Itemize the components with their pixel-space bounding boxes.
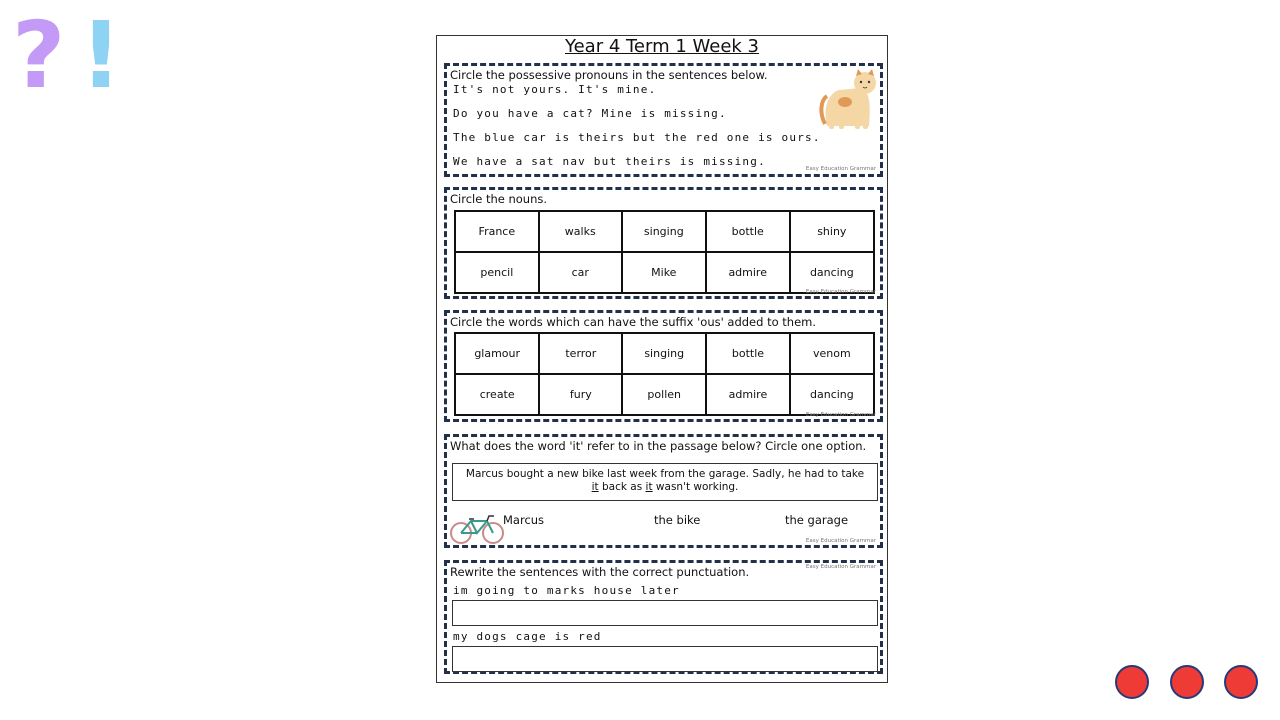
suffix-table (454, 332, 875, 416)
passage-box (452, 463, 878, 501)
word-cell[interactable]: shiny (790, 211, 874, 252)
sentence: We have a sat nav but theirs is missing. (453, 155, 766, 168)
table-row (455, 374, 874, 415)
exclamation-mark-decoration: ! (80, 2, 122, 109)
word-cell[interactable]: terror (539, 333, 622, 374)
credit-text: Easy Education Grammar (805, 538, 876, 544)
passage-text: back as (598, 481, 646, 493)
sentence: The blue car is theirs but the red one is ours. (453, 131, 821, 144)
table-row (455, 333, 874, 374)
word-cell[interactable]: admire (706, 252, 790, 293)
answer-box[interactable] (452, 600, 878, 626)
word-cell[interactable]: pencil (455, 252, 539, 293)
question-mark-decoration: ? (12, 2, 66, 109)
worksheet-page (436, 35, 888, 683)
unpunctuated-sentence: im going to marks house later (453, 584, 680, 597)
red-dot-icon (1224, 665, 1258, 699)
word-cell[interactable]: fury (539, 374, 622, 415)
word-cell[interactable]: pollen (622, 374, 706, 415)
sentence: It's not yours. It's mine. (453, 83, 657, 96)
credit-text: Easy Education Grammar (805, 289, 876, 295)
passage-it-underlined: it (591, 481, 599, 493)
section2-instruction: Circle the nouns. (450, 192, 548, 206)
section1-instruction: Circle the possessive pronouns in the sentences below. (450, 68, 768, 82)
passage-text: wasn't working. (652, 481, 739, 493)
bicycle-icon (449, 513, 505, 545)
nouns-table (454, 210, 875, 294)
word-cell[interactable]: admire (706, 374, 790, 415)
section-punctuation (444, 560, 883, 674)
word-cell[interactable]: singing (622, 211, 706, 252)
section4-instruction: What does the word 'it' refer to in the passage below? Circle one option. (450, 439, 867, 453)
cat-icon (819, 68, 881, 132)
table-row (455, 252, 874, 293)
word-cell[interactable]: dancing (790, 374, 874, 415)
word-cell[interactable]: France (455, 211, 539, 252)
section5-instruction: Rewrite the sentences with the correct punctuation. (450, 565, 750, 579)
word-cell[interactable]: dancing (790, 252, 874, 293)
word-cell[interactable]: glamour (455, 333, 539, 374)
section-nouns (444, 187, 883, 299)
red-dot-icon (1170, 665, 1204, 699)
option-the-bike[interactable]: the bike (654, 513, 701, 527)
word-cell[interactable]: singing (622, 333, 706, 374)
worksheet-title: Year 4 Term 1 Week 3 (564, 36, 760, 57)
table-row (455, 211, 874, 252)
option-marcus[interactable]: Marcus (503, 513, 545, 527)
section-it-refers (444, 434, 883, 548)
word-cell[interactable]: bottle (706, 211, 790, 252)
sentence: Do you have a cat? Mine is missing. (453, 107, 727, 120)
word-cell[interactable]: walks (539, 211, 622, 252)
word-cell[interactable]: create (455, 374, 539, 415)
word-cell[interactable]: venom (790, 333, 874, 374)
section-suffix-ous (444, 310, 883, 422)
red-dot-icon (1115, 665, 1149, 699)
unpunctuated-sentence: my dogs cage is red (453, 630, 602, 643)
passage-it-underlined: it (645, 481, 653, 493)
answer-box[interactable] (452, 646, 878, 672)
option-the-garage[interactable]: the garage (785, 513, 849, 527)
credit-text: Easy Education Grammar (805, 412, 876, 418)
section-possessive-pronouns (444, 63, 883, 177)
word-cell[interactable]: bottle (706, 333, 790, 374)
credit-text: Easy Education Grammar (805, 166, 876, 172)
word-cell[interactable]: Mike (622, 252, 706, 293)
word-cell[interactable]: car (539, 252, 622, 293)
section3-instruction: Circle the words which can have the suffix 'ous' added to them. (450, 315, 817, 329)
credit-text: Easy Education Grammar (805, 564, 876, 570)
passage-text: Marcus bought a new bike last week from the garage. Sadly, he had to take (465, 468, 865, 480)
